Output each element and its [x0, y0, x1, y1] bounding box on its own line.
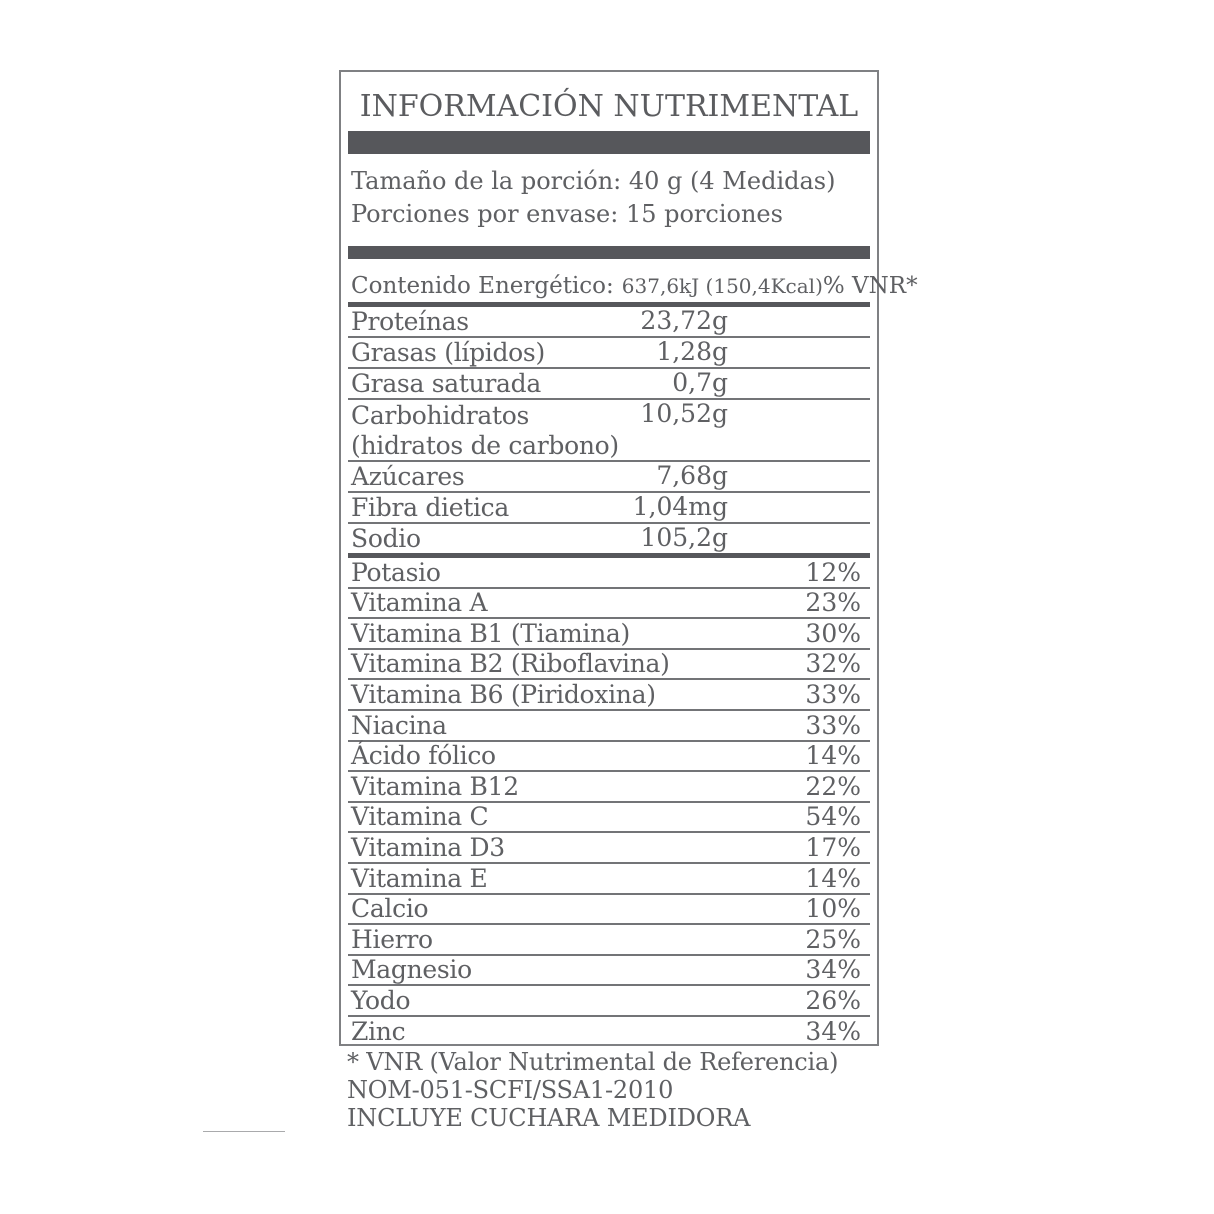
header-divider-bar: [348, 131, 870, 154]
nutrient-value: 1,04mg: [632, 492, 728, 521]
nutrient-percent: 14%: [805, 863, 861, 893]
nutrient-name: Sodio: [351, 524, 421, 553]
table-row: [348, 558, 870, 589]
nutrient-percent: 23%: [805, 588, 861, 618]
nutrient-value: 105,2g: [640, 523, 728, 552]
table-row: [348, 864, 870, 895]
nutrient-name: Hierro: [351, 924, 433, 954]
nutrient-value: 7,68g: [656, 461, 728, 490]
nutrient-name: Carbohidratos: [351, 401, 530, 430]
table-row: [348, 369, 870, 400]
macronutrient-rows: [348, 307, 870, 553]
label-title: INFORMACIÓN NUTRIMENTAL: [359, 89, 859, 124]
footnote-vnr: * VNR (Valor Nutrimental de Referencia): [347, 1048, 839, 1076]
table-row: [348, 307, 870, 338]
table-row: [348, 619, 870, 650]
nutrient-name: Ácido fólico: [351, 741, 496, 771]
servings-per-container-line: Porciones por envase: 15 porciones: [351, 200, 783, 228]
table-row: [348, 462, 870, 493]
nutrient-name: Yodo: [351, 985, 411, 1015]
nutrient-name: Niacina: [351, 710, 447, 740]
footnote-norm: NOM-051-SCFI/SSA1-2010: [347, 1076, 674, 1104]
nutrient-percent: 32%: [805, 649, 861, 679]
nutrient-value: 1,28g: [656, 337, 728, 366]
energy-value: 637,6kJ (150,4Kcal): [621, 274, 823, 298]
serving-info: [348, 165, 870, 231]
vnr-column-header: % VNR*: [822, 273, 918, 299]
nutrient-name: Vitamina B2 (Riboflavina): [351, 649, 670, 679]
nutrient-percent: 33%: [805, 679, 861, 709]
nutrient-name-secondary: (hidratos de carbono): [351, 431, 619, 460]
table-row: [348, 400, 870, 462]
nutrition-label-panel: [339, 70, 918, 1046]
nutrient-name: Azúcares: [351, 462, 465, 491]
table-row: [348, 803, 870, 834]
nutrient-percent: 54%: [805, 802, 861, 832]
table-row: [348, 895, 870, 926]
table-row: [348, 338, 870, 369]
table-row: [348, 524, 870, 553]
energy-row: [348, 259, 918, 302]
table-row: [348, 925, 870, 956]
nutrient-percent: 26%: [805, 985, 861, 1015]
table-row: [348, 493, 870, 524]
table-row: [348, 711, 870, 742]
nutrient-name: Vitamina D3: [351, 832, 505, 862]
table-row: [348, 1017, 870, 1046]
stray-underline-mark: [203, 1131, 285, 1132]
nutrient-percent: 22%: [805, 771, 861, 801]
nutrient-value: 23,72g: [640, 306, 728, 335]
table-row: [348, 742, 870, 773]
nutrient-name: Vitamina B6 (Piridoxina): [351, 679, 656, 709]
table-row: [348, 956, 870, 987]
nutrient-value: 0,7g: [672, 368, 728, 397]
nutrient-name: Vitamina B1 (Tiamina): [351, 618, 630, 648]
nutrient-name: Vitamina E: [351, 863, 488, 893]
nutrient-percent: 17%: [805, 832, 861, 862]
nutrient-name: Vitamina B12: [351, 771, 519, 801]
nutrient-percent: 12%: [805, 557, 861, 587]
micronutrient-rows: [348, 558, 870, 1046]
footnotes: [347, 1048, 838, 1132]
nutrient-percent: 34%: [805, 1016, 861, 1046]
table-row: [348, 833, 870, 864]
nutrient-name: Grasa saturada: [351, 369, 541, 398]
nutrient-name: Proteínas: [351, 307, 469, 336]
nutrient-name: Grasas (lípidos): [351, 338, 545, 367]
table-row: [348, 772, 870, 803]
nutrient-percent: 25%: [805, 924, 861, 954]
serving-size-line: Tamaño de la porción: 40 g (4 Medidas): [351, 167, 836, 195]
energy-label: Contenido Energético:: [351, 273, 614, 299]
nutrient-name: Vitamina C: [351, 802, 489, 832]
nutrient-name: Calcio: [351, 894, 429, 924]
footnote-scoop: INCLUYE CUCHARA MEDIDORA: [347, 1104, 751, 1132]
nutrient-percent: 33%: [805, 710, 861, 740]
nutrient-name: Magnesio: [351, 955, 472, 985]
nutrient-percent: 10%: [805, 894, 861, 924]
section-divider-bar: [348, 246, 870, 259]
table-row: [348, 589, 870, 620]
nutrient-value: 10,52g: [640, 399, 728, 428]
nutrient-name: Potasio: [351, 557, 441, 587]
nutrient-percent: 14%: [805, 741, 861, 771]
nutrient-percent: 30%: [805, 618, 861, 648]
nutrient-name: Vitamina A: [351, 588, 488, 618]
nutrient-name: Fibra dietica: [351, 493, 509, 522]
table-row: [348, 986, 870, 1017]
table-row: [348, 680, 870, 711]
table-row: [348, 650, 870, 681]
nutrient-name: Zinc: [351, 1016, 406, 1046]
nutrient-percent: 34%: [805, 955, 861, 985]
